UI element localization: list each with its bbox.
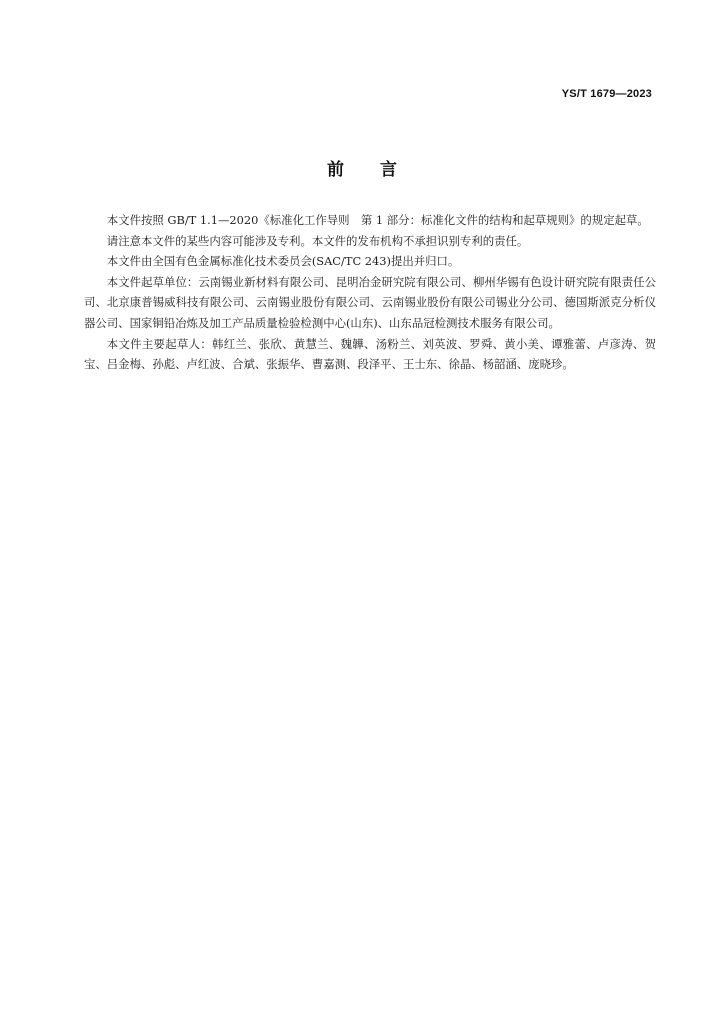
paragraph-drafting-units: 本文件起草单位：云南锡业新材料有限公司、昆明冶金研究院有限公司、柳州华锡有色设计研究院有限责任公司、北京康普锡威科技有限公司、云南锡业股份有限公司、云南锡业股份有限公司锡业分公司、德国斯派克分析仪器公司、国家铜铅冶炼及加工产品质量检验检测中心(山东)、山东品冠检测技术服务有限公司。 <box>84 274 656 330</box>
page-title: 前言 <box>327 160 433 180</box>
paragraph-patent-notice: 请注意本文件的某些内容可能涉及专利。本文件的发布机构不承担识别专利的责任。 <box>106 233 529 248</box>
paragraph-drafting-rules: 本文件按照 GB/T 1.1—2020《标准化工作导则 第 1 部分：标准化文件的结构和起草规则》的规定起草。 <box>106 213 649 227</box>
paragraph-proposing-committee: 本文件由全国有色金属标准化技术委员会(SAC/TC 243)提出并归口。 <box>106 254 460 269</box>
foreword-body <box>84 210 656 375</box>
paragraph-drafters: 本文件主要起草人：韩红兰、张欣、黄慧兰、魏韡、汤粉兰、刘英波、罗舜、黄小美、谭雅蕾、卢彦涛、贺宝、吕金梅、孙彪、卢红波、合斌、张振华、曹嘉测、段泽平、王士东、徐晶、杨韶涵、庞晓珍。 <box>84 336 656 372</box>
standard-code: YS/T 1679—2023 <box>561 88 652 100</box>
